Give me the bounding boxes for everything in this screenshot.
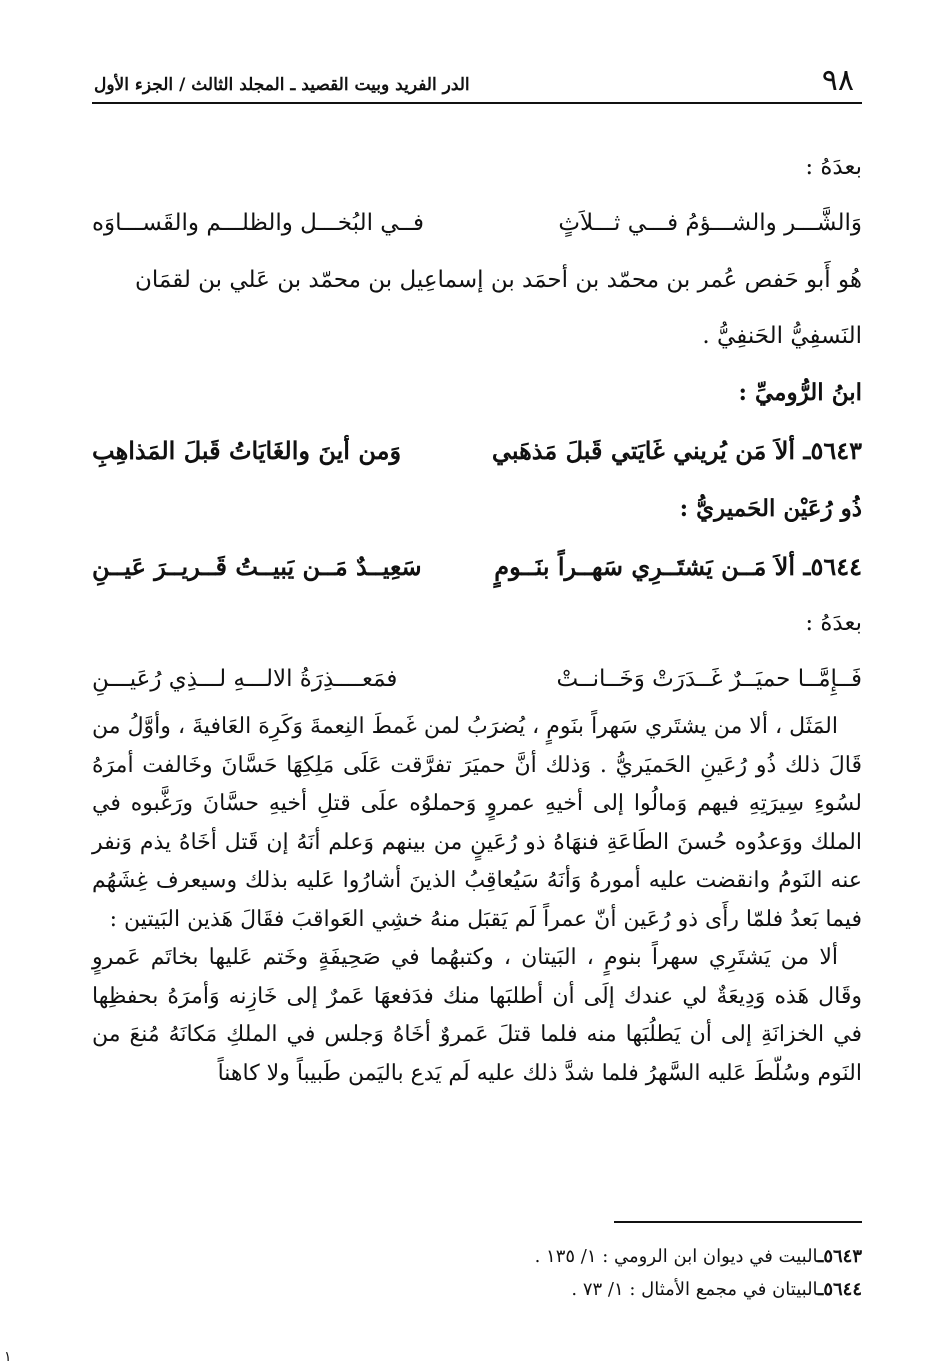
prose-paragraph: ألا من يَشتَرِي سهراً بنومٍ ، البَيتان ، وكتبهُما في صَحِيفَةٍ وخَتم عَليها بخاتَم عَمروٍ وقَال هَذه وَدِيعَةٌ لي عندك إلَى أن أطلبَها منك فدَفعهَا عَمرٌ إلى خَازِنه وَأمرَهُ بحفظِها في الخزانَةِ إلى أن يَطلُبَها منه فلما قتلَ عَمروٌ أخَاهُ وَجلس في الملكِ مَكانَهُ مُنعَ من النَوم وسُلّطَ عَليه السَّهرُ فلما شدَّ ذلك عليه لَم يَدع باليَمن طَبيباً ولا كاهناً: [92, 945, 862, 1086]
prose-paragraph: المَثَل ، ألا من يشتَري سَهراً بنَومٍ ، يُضرَبُ لمن غَمطَ النِعمةَ وَكَرِهَ العَافيةَ ، وأوَّلُ من قَالَ ذلك ذُو رُعَينِ الحَميَريُّ . وَذلك أنَّ حميَرَ تفرَّقت عَلَى مَلِكِهَا حَسَّانَ وخَالفت أمرَهُ لسُوءِ سِيرَتِهِ فيهم وَمالُوا إلى أخيهِ عمروٍ وَحملوُه علَى قتلِ أخيهِ حسَّانَ ورَغَّبوه في الملك ووَعدُوه حُسنَ الطَاعَةِ فنهَاهُ ذو رُعَينٍ من بينهم وَعلم أنَهُ إن قَتل أخَاهُ يذم وَنفر عنه النَومُ وانقضت عليه أمورهُ وَأنَهُ سَيُعاقِبُ الذينَ أشارُوا عَليه بذلك وسيعرف غِشَهُم فيما بَعدُ فلمّا رأَى ذو رُعَين أنّ عمراً لَم يَقبَل منهُ خشِي العَواقبَ فقَالَ هَذين البَيتين :: [92, 714, 863, 932]
verse-number: ٥٦٤٤ـ: [803, 552, 862, 581]
corner-mark: ١: [4, 1349, 12, 1365]
footnotes: [92, 1240, 862, 1306]
footnote-separator: [614, 1221, 862, 1223]
verse-intro: بعدَهُ :: [805, 610, 862, 636]
biography-line: هُو أَبو حَفص عُمر بن محمّد بن أحمَد بن إسماعِيل بن محمّد بن عَلي بن لقمَان: [135, 267, 862, 293]
footnote: [92, 1273, 862, 1306]
numbered-verse-5644: [92, 538, 862, 596]
footnote-text: البيت في ديوان ابن الرومي : ١/ ١٣٥ .: [534, 1246, 819, 1267]
first-hemistich: [492, 422, 862, 480]
first-hemistich: وَالشَّـــر والشـــؤمُ فـــي ثـــلاَثٍ: [558, 210, 862, 236]
verse-number: ٥٦٤٣ـ: [803, 436, 862, 465]
page-header: [92, 60, 862, 104]
footnote-text: البيتان في مجمع الأمثال : ١/ ٧٣ .: [571, 1279, 819, 1300]
page-body: [92, 140, 862, 1093]
second-hemistich: سَعِيــدٌ مَــن يَبيــتُ قَــريــرَ عَيــنِ: [92, 552, 422, 581]
biography-line: النَسفِيُّ الحَنفِيُّ .: [702, 323, 862, 349]
verse-intro: بعدَهُ :: [805, 154, 862, 180]
hemistich-text: ألاَ مَــن يَشتَــرِي سَهــراً بنَــومٍ: [494, 552, 796, 581]
verse-line: [92, 194, 862, 252]
poet-name: ذُو رُعَيْن الحَميريُّ :: [679, 495, 862, 522]
verse-line: [92, 650, 862, 708]
numbered-verse-5643: [92, 422, 862, 480]
second-hemistich: فمَعــــذِرَةُ الالـــهِ لـــذِي رُعَيـــنِ: [92, 666, 398, 692]
second-hemistich: فــي البُخـــل والظلـــم والقَســـاوَه: [92, 210, 424, 236]
page-number: ٩٨: [821, 63, 854, 98]
footnote-number: ٥٦٤٣ـ: [818, 1246, 862, 1267]
first-hemistich: [492, 538, 862, 596]
running-title: الدر الفريد وبيت القصيد ـ المجلد الثالث / الجزء الأول: [94, 75, 470, 95]
footnote: [92, 1240, 862, 1273]
footnote-number: ٥٦٤٤ـ: [818, 1279, 862, 1300]
second-hemistich: وَمن أينَ والغَايَاتُ قَبلَ المَذاهِبِ: [92, 436, 402, 465]
first-hemistich: فَــإِمَّــا حميَــرٌ غَــدَرَتْ وَخَــانــتْ: [556, 666, 862, 692]
hemistich-text: ألاَ مَن يُريني غَايَتي قَبلَ مَذهَبي: [491, 436, 796, 465]
poet-name: ابنُ الرُّوميِّ :: [738, 379, 862, 406]
